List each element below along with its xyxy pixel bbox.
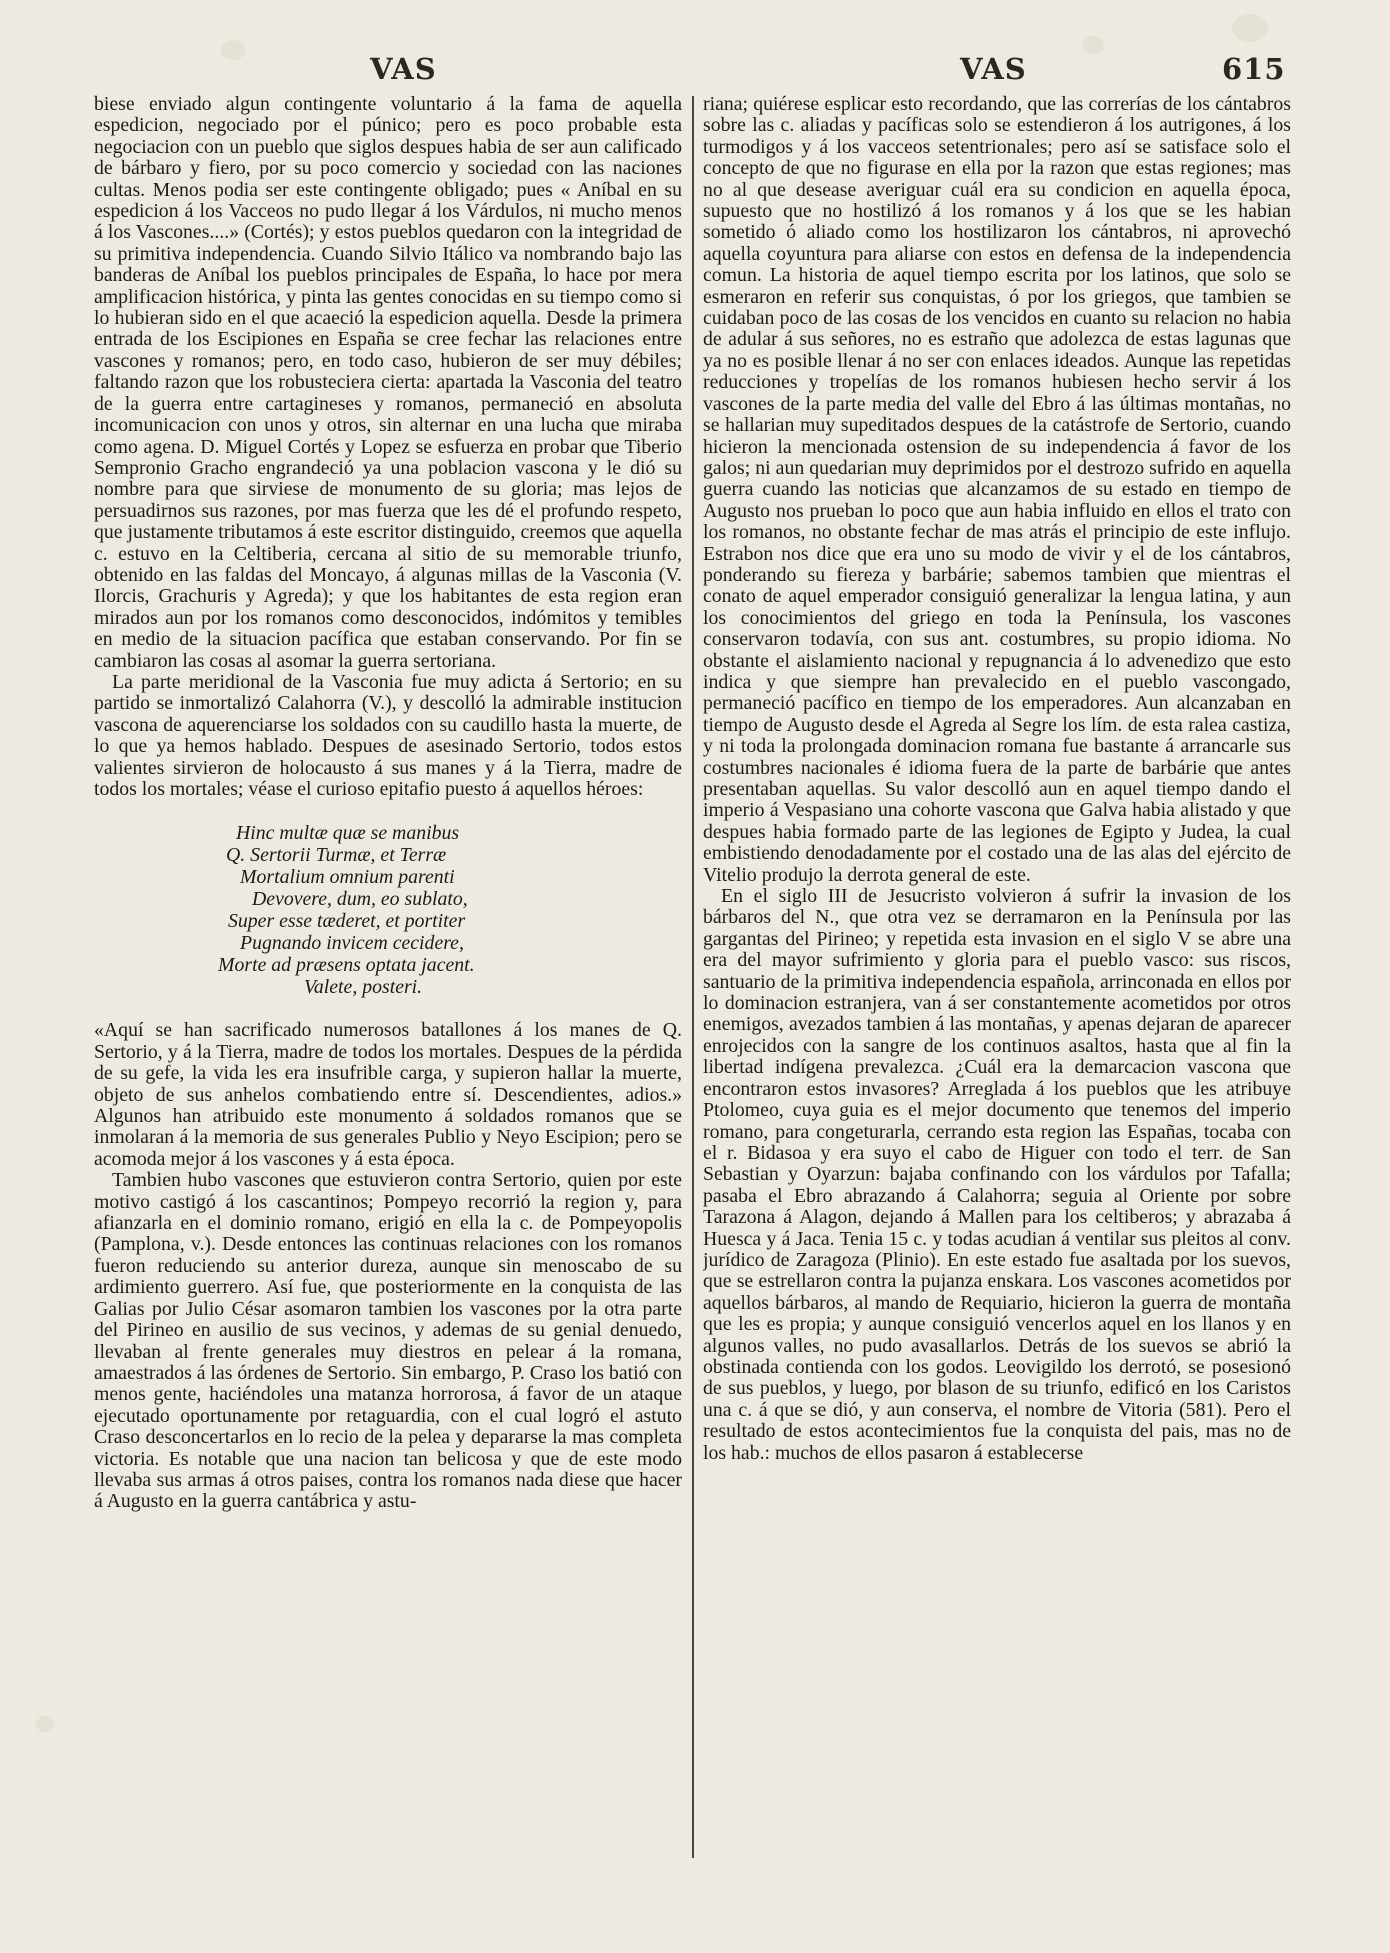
paragraph: Tambien hubo vascones que estuvieron contra Sertorio, quien por este motivo castigó á los cascantinos; Pompeyo recorrió la region y, para afianzarla en el dominio romano, erigió en ella la c. de Pompeyopolis (Pamplona, v.). Desde entonces las continuas relaciones con los romanos fueron reduciendo su anterior dureza, aunque sin menoscabo de su ardimiento guerrero. Así fue, que posteriormente en la conquista de las Galias por Julio César asomaron tambien los vascones por la otra parte del Pirineo en ausilio de sus vecinos, y ademas de su genial denuedo, llevaban al frente generales muy diestros en pelear á la romana, amaestrados á las órdenes de Sertorio. Sin embargo, P. Craso los batió con menos gente, haciéndoles una matanza horrorosa, á favor de un ataque ejecutado oportunamente por retaguardia, con el cual logró el astuto Craso desconcertarlos en lo recio de la pelea y depararse la mas completa victoria. Es notable que una nacion tan belicosa y que de este modo llevaba sus armas á otros paises, contra los romanos nada diese que hacer á Augusto en la guerra cantábrica y astu- <box>94 1169 682 1513</box>
running-head-right: VAS <box>960 52 1027 86</box>
page-number: 615 <box>1222 52 1286 86</box>
paragraph: En el siglo III de Jesucristo volvieron á sufrir la invasion de los bárbaros del N., que otra vez se derramaron en la Península por las gargantas del Pirineo; y repetida esta invasion en el siglo V se abre una era del mayor sufrimiento y gloria para el pueblo vasco: sus riscos, santuario de la primitiva independencia española, arrinconada en ellos por lo dominacion estranjera, van á ser constantemente acometidos por otros enemigos, avezados tambien á las montañas, y apenas dejaran de aparecer enrojecidos con la sangre de los continuos asaltos, hasta que al fin la libertad indígena prevalezca. ¿Cuál era la demarcacion vascona que encontraron estos invasores? Arreglada á los pueblos que les atribuye Ptolomeo, cuya guia es el mejor documento que tenemos del imperio romano, para congeturarla, cerrando esta region las Españas, tocaba con el r. Bidasoa y era suyo el cabo de Higuer con todo el terr. de San Sebastian y Oyarzun: bajaba confinando con los várdulos por Tafalla; pasaba el Ebro abrazando á Calahorra; seguia al Oriente por sobre Tarazona á Alagon, dejando á Mallen para los celtiberos; y abrazaba á Huesca y á Jaca. Tenia 15 c. y todas acudian á ventilar sus pleitos al conv. jurídico de Zaragoza (Plinio). En este estado fue asaltada por los suevos, que se estrellaron contra la pujanza enskara. Los vascones acometidos por aquellos bárbaros, al mando de Requiario, hicieron la guerra de montaña que les es propia; y aunque consiguió vencerlos aquel en los llanos y en algunos valles, no pudo avasallarlos. Detrás de los suevos se abrió la obstinada contienda con los godos. Leovigildo los derrotó, se posesionó de sus pueblos, y luego, por blason de su triunfo, edificó en los Caristos una c. á que se dió, y aun conserva, el nombre de Vitoria (581). Pero el resultado de estos acontecimientos fue la conquista del pais, mas no de los hab.: muchos de ellos pasaron á establecerse <box>703 885 1291 1464</box>
left-column <box>94 94 682 1856</box>
poem-line: Pugnando invicem cecidere, <box>240 932 464 955</box>
paragraph: «Aquí se han sacrificado numerosos batallones á los manes de Q. Sertorio, y á la Tierra, madre de todos los mortales. Despues de la pérdida de su gefe, la vida les era insufrible carga, y supieron hallar la muerte, objeto de sus anhelos combatiendo entre sí. Descendientes, adios.» Algunos han atribuido este monumento á soldados romanos que se inmolaran á la memoria de sus generales Publio y Neyo Escipion; pero se acomoda mejor á los vascones y á esta época. <box>94 1019 682 1170</box>
poem-line: Valete, posteri. <box>304 976 423 999</box>
paper-stain <box>220 40 246 60</box>
poem-line: Devovere, dum, eo sublato, <box>252 888 468 911</box>
right-column <box>703 94 1291 1856</box>
paragraph: biese enviado algun contingente voluntario á la fama de aquella espedicion, negociado por el púnico; pero es poco probable esta negociacion con un pueblo que siglos despues habia de ser aun calificado de bárbaro y fiero, por su poco comercio y sociedad con las naciones cultas. Menos podia ser este contingente obligado; pues « Aníbal en su espedicion á los Vacceos no pudo llegar á los Várdulos, ni mucho menos á los Vascones....» (Cortés); y estos pueblos quedaron con la integridad de su primitiva independencia. Cuando Silvio Itálico va nombrando bajo las banderas de Aníbal los pueblos principales de España, lo hace por mera amplificacion histórica, y pinta las gentes conocidas en su tiempo como si lo hubieran sido en el que acaeció la espedicion aquella. Desde la primera entrada de los Escipiones en España se cree fechar las relaciones entre vascones y romanos; pero, en todo caso, hubieron de ser muy débiles; faltando razon que los robusteciera cierta: apartada la Vasconia del teatro de la guerra entre cartagineses y romanos, permaneció en absoluta incomunicacion con unos y otros, sin alternar en una lucha que miraba como agena. D. Miguel Cortés y Lopez se esfuerza en probar que Tiberio Sempronio Gracho engrandeció ya una poblacion vascona y le dió su nombre para que sirviese de monumento de su gloria; mas lejos de persuadirnos sus razones, por mas fuerza que les dé el profundo respeto, que justamente tributamos á este escritor distinguido, creemos que aquella c. estuvo en la Celtiberia, cercana al sitio de su memorable triunfo, obtenido en las faldas del Moncayo, á algunas millas de la Vasconia (V. Ilorcis, Grachuris y Agreda); y que los habitantes de esta region eran mirados aun por los romanos como desconocidos, indómitos y temibles en medio de la situacion pacífica que estaban conservando. Por fin se cambiaron las cosas al asomar la guerra sertoriana. <box>94 94 682 672</box>
paper-stain <box>36 1716 54 1732</box>
epitaph-poem <box>94 822 682 998</box>
poem-line: Super esse tæderet, et portiter <box>228 910 466 933</box>
poem-line: Morte ad præsens optata jacent. <box>218 954 475 977</box>
paragraph: La parte meridional de la Vasconia fue muy adicta á Sertorio; en su partido se inmortalizó Calahorra (V.), y descolló la admirable institucion vascona de aquerenciarse los soldados con su caudillo hasta la muerte, de lo que ya hemos hablado. Despues de asesinado Sertorio, todos estos valientes sirvieron de holocausto á sus manes y á la Tierra, madre de todos los mortales; véase el curioso epitafio puesto á aquellos héroes: <box>94 670 682 800</box>
paragraph: riana; quiérese esplicar esto recordando, que las correrías de los cántabros sobre las c. aliadas y pacíficas solo se estendieron á los autrigones, á los turmodigos y á los vacceos setentrionales; pero así se satisface solo el concepto de que no figurase en ella por la razon que estas regiones; mas no al que desease averiguar cuál era su condicion en aquella época, supuesto que no hostilizó á los romanos y á los que se les habian sometido ó aliado como los hostilizaron los cántabros, ni aprovechó aquella coyuntura para aliarse con estos en defensa de la independencia comun. La historia de aquel tiempo escrita por los latinos, que solo se esmeraron en referir sus conquistas, ó por los griegos, que tambien se cuidaban poco de las cosas de los vencidos en cuanto su relacion no habia de adular á sus señores, no es estraño que adolezca de estas lagunas que ya no es posible llenar á no ser con enlaces ideados. Aunque las repetidas reducciones y tropelías de los romanos hubiesen hecho servir á los vascones de la parte media del valle del Ebro á las últimas montañas, no se hallarian muy supeditados despues de la catástrofe de Sertorio, cuando hicieron la mencionada ostension de su independencia á favor de los galos; ni aun quedarian muy deprimidos por el destrozo sufrido en aquella guerra cuando las noticias que alcanzamos de su estado en tiempo de Augusto nos prueban lo poco que aun habia influido en ellos el trato con los romanos, no obstante fechar de mas atrás el principio de este influjo. Estrabon nos dice que era uno su modo de vivir y el de los cántabros, ponderando su fiereza y barbárie; sabemos tambien que mientras el conato de aquel emperador consiguió generalizar la lengua latina, y aun los conocimientos del griego en toda la Península, los vascones conservaron todavía, con sus ant. costumbres, su propio idioma. No obstante el aislamiento nacional y repugnancia á lo advenedizo que esto indica y que siempre han prevalecido en el pueblo vascongado, permaneció pacífico en tiempo de los emperadores. Aun alcanzaban en tiempo de Augusto desde el Agreda al Segre los lím. de esta ralea castiza, y ni toda la prolongada dominacion romana fue bastante á arrancarle sus costumbres nacionales é idioma fuera de la parte de barbárie que antes presentaban aquellas. Su valor descolló aun en aquel tiempo dando el imperio á Vespasiano una cohorte vascona que Galva habia alistado y que despues habia formado parte de las legiones de Egipto y Judea, la cual embistiendo denodadamente por el costado una de las alas del ejército de Vitelio produjo la derrota general de este. <box>703 94 1291 886</box>
paper-stain <box>1232 14 1268 42</box>
poem-line: Q. Sertorii Turmæ, et Terræ <box>226 844 447 867</box>
running-head-left: VAS <box>370 52 437 86</box>
poem-line: Mortalium omnium parenti <box>240 866 455 889</box>
poem-line: Hinc multæ quæ se manibus <box>236 822 460 845</box>
column-divider <box>692 96 694 1858</box>
paper-stain <box>1082 36 1104 54</box>
